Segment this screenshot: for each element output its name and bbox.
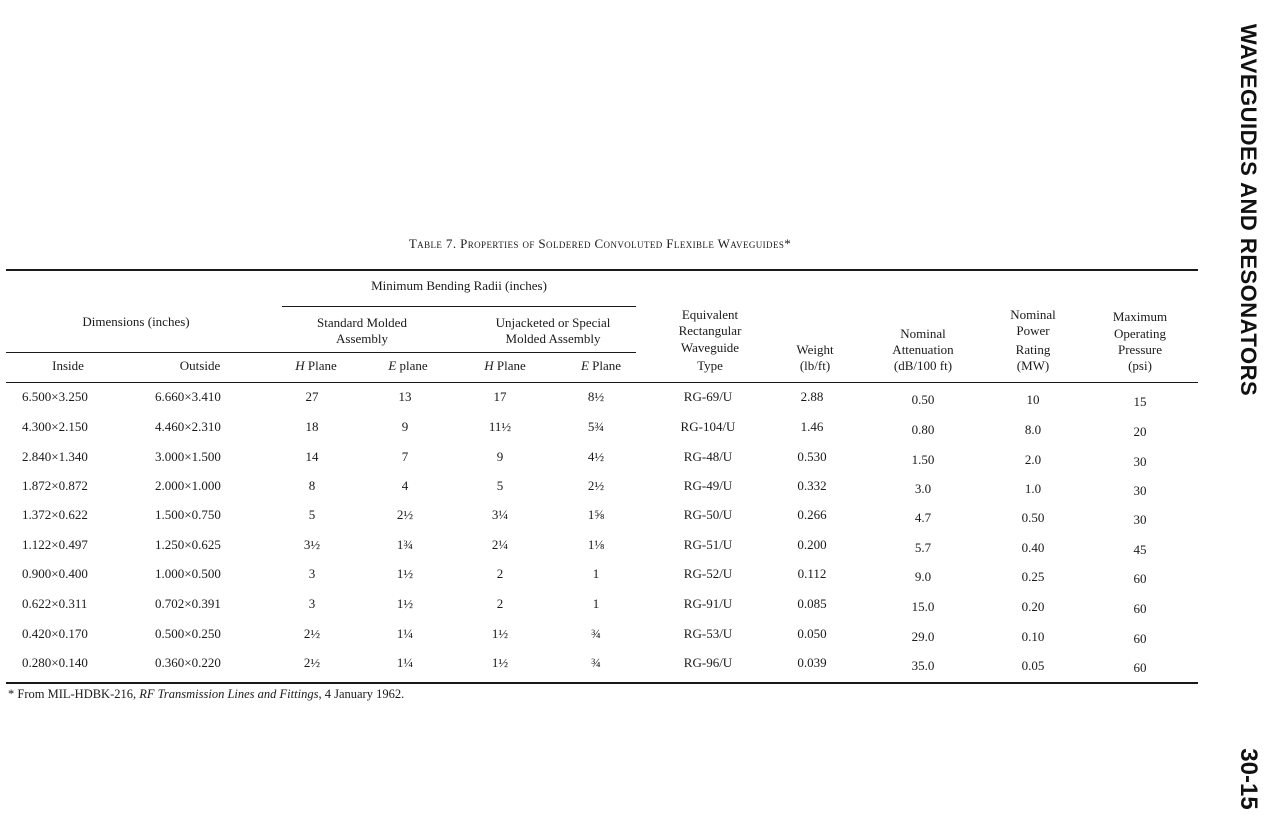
cell-power: 0.40	[1021, 540, 1045, 555]
header-unjacketed-l1: Unjacketed or Special	[495, 315, 611, 330]
cell-unj-h: 11½	[488, 419, 512, 434]
cell-power: 0.50	[1021, 510, 1045, 525]
header-unj-h-plane: H Plane	[484, 358, 526, 373]
header-power-l2: Power	[1016, 323, 1050, 338]
cell-inside: 0.900×0.400	[22, 566, 88, 581]
cell-weight: 0.085	[797, 596, 827, 611]
cell-std-e: 9	[401, 419, 409, 434]
cell-pressure: 60	[1133, 601, 1147, 616]
cell-atten: 5.7	[914, 540, 932, 555]
cell-inside: 4.300×2.150	[22, 419, 88, 434]
cell-inside: 0.280×0.140	[22, 655, 88, 670]
cell-type: RG-91/U	[683, 596, 733, 611]
header-weight-l2: (lb/ft)	[799, 358, 831, 373]
cell-atten: 15.0	[911, 599, 935, 614]
cell-outside: 0.500×0.250	[155, 626, 221, 641]
cell-inside: 6.500×3.250	[22, 389, 88, 404]
cell-outside: 3.000×1.500	[155, 449, 221, 464]
header-pressure-l2: Operating	[1114, 326, 1166, 341]
header-weight-l1: Weight	[796, 342, 834, 357]
cell-inside: 1.372×0.622	[22, 507, 88, 522]
cell-std-h: 3	[308, 596, 316, 611]
cell-atten: 0.50	[911, 392, 935, 407]
cell-std-h: 8	[308, 478, 316, 493]
header-std-e-plane: E plane	[388, 358, 428, 373]
cell-atten: 29.0	[911, 629, 935, 644]
cell-unj-h: 2	[496, 566, 504, 581]
cell-power: 10	[1026, 392, 1040, 407]
header-atten-l1: Nominal	[900, 326, 946, 341]
header-mid-rule	[6, 352, 636, 353]
cell-power: 8.0	[1024, 422, 1042, 437]
cell-std-e: 7	[401, 449, 409, 464]
cell-weight: 0.530	[797, 449, 827, 464]
header-pressure-l4: (psi)	[1128, 358, 1152, 373]
cell-weight: 2.88	[800, 389, 824, 404]
header-standard-l1: Standard Molded	[317, 315, 407, 330]
header-power-l3: Rating	[1015, 342, 1051, 357]
cell-type: RG-104/U	[680, 419, 736, 434]
cell-outside: 0.360×0.220	[155, 655, 221, 670]
header-power-l4: (MW)	[1016, 358, 1050, 373]
cell-unj-e: 1⅛	[587, 537, 605, 552]
cell-outside: 0.702×0.391	[155, 596, 221, 611]
cell-unj-h: 17	[493, 389, 507, 404]
cell-std-h: 3	[308, 566, 316, 581]
cell-std-e: 2½	[396, 507, 414, 522]
cell-weight: 0.200	[797, 537, 827, 552]
header-atten-l2: Attenuation	[892, 342, 954, 357]
cell-atten: 3.0	[914, 481, 932, 496]
cell-weight: 0.112	[797, 566, 827, 581]
header-standard-l2: Assembly	[336, 331, 388, 346]
cell-outside: 1.000×0.500	[155, 566, 221, 581]
header-dimensions: Dimensions (inches)	[82, 314, 190, 329]
header-min-bending: Minimum Bending Radii (inches)	[371, 278, 547, 293]
top-rule	[6, 269, 1198, 271]
header-inside: Inside	[52, 358, 84, 373]
cell-pressure: 45	[1133, 542, 1147, 557]
cell-power: 2.0	[1024, 452, 1042, 467]
cell-atten: 35.0	[911, 658, 935, 673]
cell-std-h: 27	[305, 389, 319, 404]
footnote: * From MIL-HDBK-216, RF Transmission Lines and Fittings, 4 January 1962.	[8, 687, 405, 701]
cell-unj-e: 1	[592, 596, 600, 611]
header-bottom-rule	[6, 382, 1198, 383]
cell-inside: 0.622×0.311	[22, 596, 88, 611]
cell-unj-e: 1⅝	[587, 507, 605, 522]
cell-weight: 0.266	[797, 507, 827, 522]
cell-std-e: 1¾	[396, 537, 414, 552]
cell-unj-e: 8½	[587, 389, 605, 404]
header-pressure-l3: Pressure	[1117, 342, 1163, 357]
header-equiv-l4: Type	[697, 358, 723, 373]
bottom-rule	[6, 682, 1198, 684]
cell-inside: 1.872×0.872	[22, 478, 88, 493]
cell-pressure: 15	[1133, 394, 1147, 409]
cell-std-e: 1¼	[396, 655, 414, 670]
cell-power: 1.0	[1024, 481, 1042, 496]
cell-pressure: 30	[1133, 454, 1147, 469]
cell-atten: 1.50	[911, 452, 935, 467]
table-title: Table 7. Properties of Soldered Convoluted Flexible Waveguides*	[408, 236, 792, 251]
cell-std-e: 1½	[396, 596, 414, 611]
cell-outside: 1.500×0.750	[155, 507, 221, 522]
cell-std-e: 4	[401, 478, 409, 493]
cell-outside: 2.000×1.000	[155, 478, 221, 493]
cell-pressure: 60	[1133, 660, 1147, 675]
cell-pressure: 30	[1133, 512, 1147, 527]
cell-atten: 0.80	[911, 422, 935, 437]
cell-unj-e: 2½	[587, 478, 605, 493]
cell-std-e: 13	[398, 389, 412, 404]
header-outside: Outside	[179, 358, 221, 373]
cell-unj-e: 4½	[587, 449, 605, 464]
header-std-h-plane: H Plane	[295, 358, 337, 373]
cell-std-h: 2½	[303, 626, 321, 641]
cell-outside: 1.250×0.625	[155, 537, 221, 552]
cell-unj-e: 1	[592, 566, 600, 581]
cell-pressure: 20	[1133, 424, 1147, 439]
page-number	[1220, 720, 1276, 838]
header-power-l1: Nominal	[1010, 307, 1056, 322]
cell-power: 0.10	[1021, 629, 1045, 644]
cell-unj-e: ¾	[591, 626, 601, 641]
cell-pressure: 30	[1133, 483, 1147, 498]
cell-pressure: 60	[1133, 571, 1147, 586]
cell-weight: 1.46	[800, 419, 824, 434]
header-equiv-l3: Waveguide	[680, 340, 740, 355]
cell-inside: 1.122×0.497	[22, 537, 88, 552]
cell-inside: 2.840×1.340	[22, 449, 88, 464]
cell-inside: 0.420×0.170	[22, 626, 88, 641]
cell-unj-h: 3¼	[491, 507, 509, 522]
cell-std-h: 2½	[303, 655, 321, 670]
cell-unj-h: 1½	[491, 626, 509, 641]
header-unjacketed-l2: Molded Assembly	[505, 331, 601, 346]
cell-power: 0.20	[1021, 599, 1045, 614]
page-number-text: 30-15	[1235, 748, 1262, 810]
cell-atten: 9.0	[914, 569, 932, 584]
cell-unj-h: 5	[496, 478, 504, 493]
cell-type: RG-69/U	[683, 389, 733, 404]
bending-rule	[282, 306, 636, 307]
cell-type: RG-52/U	[683, 566, 733, 581]
cell-weight: 0.332	[797, 478, 827, 493]
cell-unj-h: 1½	[491, 655, 509, 670]
cell-pressure: 60	[1133, 631, 1147, 646]
cell-type: RG-51/U	[683, 537, 733, 552]
cell-std-h: 3½	[303, 537, 321, 552]
cell-outside: 6.660×3.410	[155, 389, 221, 404]
header-equiv-l1: Equivalent	[681, 307, 739, 322]
header-pressure-l1: Maximum	[1112, 309, 1168, 324]
cell-unj-e: 5¾	[587, 419, 605, 434]
cell-std-h: 5	[308, 507, 316, 522]
cell-type: RG-50/U	[683, 507, 733, 522]
cell-atten: 4.7	[914, 510, 932, 525]
cell-unj-e: ¾	[591, 655, 601, 670]
cell-type: RG-49/U	[683, 478, 733, 493]
running-header	[1220, 0, 1276, 420]
cell-outside: 4.460×2.310	[155, 419, 221, 434]
cell-std-e: 1¼	[396, 626, 414, 641]
cell-weight: 0.039	[797, 655, 827, 670]
cell-type: RG-53/U	[683, 626, 733, 641]
cell-std-e: 1½	[396, 566, 414, 581]
header-atten-l3: (dB/100 ft)	[893, 358, 953, 373]
running-header-text: WAVEGUIDES AND RESONATORS	[1236, 23, 1261, 397]
cell-type: RG-48/U	[683, 449, 733, 464]
header-equiv-l2: Rectangular	[678, 323, 742, 338]
cell-unj-h: 2	[496, 596, 504, 611]
cell-type: RG-96/U	[683, 655, 733, 670]
cell-std-h: 14	[305, 449, 319, 464]
cell-power: 0.25	[1021, 569, 1045, 584]
cell-power: 0.05	[1021, 658, 1045, 673]
cell-unj-h: 2¼	[491, 537, 509, 552]
header-unj-e-plane: E Plane	[580, 358, 622, 373]
cell-std-h: 18	[305, 419, 319, 434]
cell-weight: 0.050	[797, 626, 827, 641]
cell-unj-h: 9	[496, 449, 504, 464]
